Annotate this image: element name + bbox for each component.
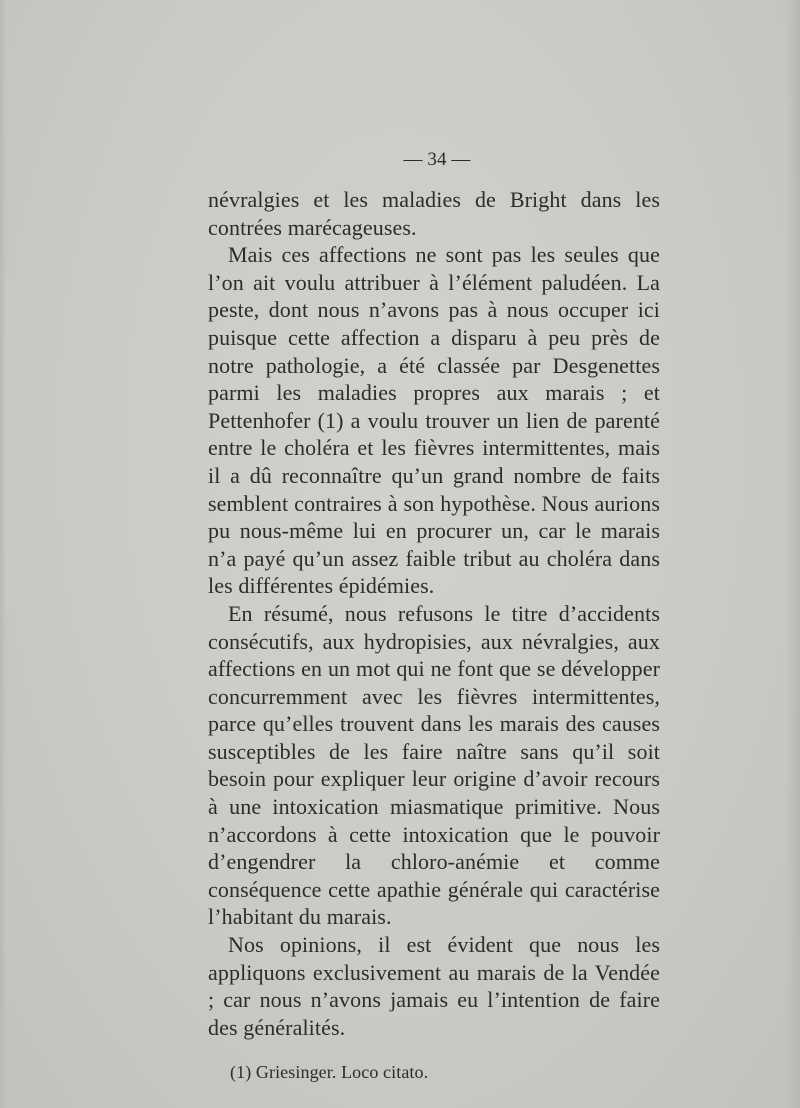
paragraph-affections: Mais ces affections ne sont pas les seules que l’on ait voulu attribuer à l’élément paludéen. La peste, dont nous n’avons pas à nous occuper ici puisque cette affection a disparu à peu près de notre pathologie, a été classée par Desgenettes parmi les maladies propres aux marais ; et Pettenhofer (1) a voulu trouver un lien de parenté entre le choléra et les fièvres intermittentes, mais il a dû reconnaître qu’un grand nombre de faits semblent contraires à son hypothèse. Nous aurions pu nous-même lui en procurer un, car le marais n’a payé qu’un assez faible tribut au choléra dans les différentes épidémies.	[208, 242, 660, 599]
page-number: — 34 —	[403, 149, 471, 170]
paragraph-continuation: névralgies et les maladies de Bright dans les contrées marécageuses.	[208, 187, 660, 240]
page-right-edge-shadow	[786, 0, 800, 1108]
text-block	[208, 148, 660, 1083]
page-left-edge-shadow	[0, 0, 6, 1108]
paragraph-resume: En résumé, nous refusons le titre d’accidents consécutifs, aux hydropisies, aux névralgies, aux affections en un mot qui ne font que se développer concurremment avec les fièvres intermittentes, parce qu’elles trouvent dans les marais des causes susceptibles de les faire naître sans qu’il soit besoin pour expliquer leur origine d’avoir recours à une intoxication miasmatique primitive. Nous n’accordons à cette intoxication que le pouvoir d’engendrer la chloro-anémie et comme conséquence cette apathie générale qui caractérise l’habitant du marais.	[208, 600, 660, 930]
paragraph-opinions: Nos opinions, il est évident que nous les appliquons exclusivement au marais de la Vendée ; car nous n’avons jamais eu l’intention de faire des généralités.	[208, 932, 660, 1040]
footnote: (1) Griesinger. Loco citato.	[230, 1062, 429, 1083]
